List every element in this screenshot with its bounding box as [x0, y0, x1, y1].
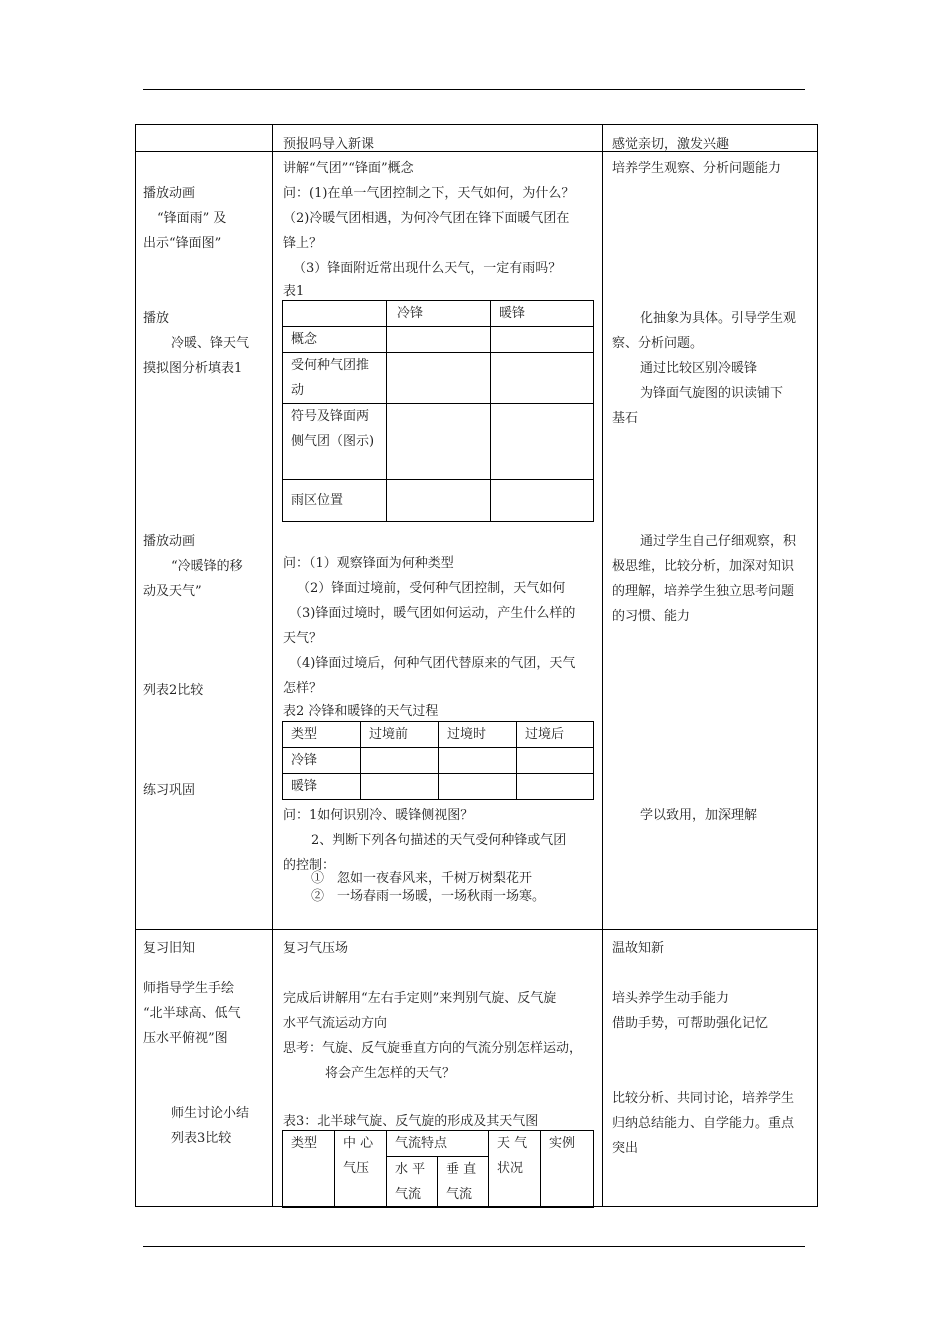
purpose-text: 基石 — [612, 411, 639, 426]
table-row — [283, 774, 594, 800]
teaching-text: 问：（1）观察锋面为何种类型 — [283, 556, 454, 571]
table2-caption: 表2 冷锋和暖锋的天气过程 — [283, 704, 439, 719]
table-cell: 概念 — [283, 327, 387, 353]
table-row — [283, 327, 594, 353]
table-header: 垂 直 气流 — [438, 1157, 489, 1208]
teaching-text: 天气？ — [283, 631, 323, 646]
table-header: 冷锋 — [387, 301, 491, 327]
activity-text: 复习旧知 — [143, 941, 196, 956]
table-cell: 暖锋 — [283, 774, 361, 800]
activity-text: 摸拟图分析填表1 — [143, 361, 243, 376]
table-cell — [387, 404, 491, 480]
header-rule — [143, 89, 805, 90]
table-cell: 符号及锋面两侧气团（图示) — [283, 404, 387, 480]
table1 — [282, 300, 594, 522]
teaching-text: ② 一场春雨一场暖，一场秋雨一场寒。 — [311, 889, 546, 904]
table-top-border — [135, 124, 818, 125]
table-left-border — [135, 124, 136, 1207]
purpose-text: 培头养学生动手能力 — [612, 991, 730, 1006]
table-row — [283, 301, 594, 327]
purpose-text: 通过学生自己仔细观察，积 — [640, 534, 797, 549]
table-header: 过境前 — [361, 722, 439, 748]
teaching-text: 水平气流运动方向 — [283, 1016, 388, 1031]
teaching-text: （2）锋面过境前，受何种气团控制，天气如何 — [297, 581, 566, 596]
lesson-plan-table — [135, 124, 818, 1207]
activity-text: 练习巩固 — [143, 783, 196, 798]
table-cell — [283, 301, 387, 327]
table-row — [283, 404, 594, 480]
teaching-text: （2)冷暖气团相遇，为何冷气团在锋下面暖气团在 — [283, 211, 570, 226]
table-cell — [439, 774, 517, 800]
teaching-text: 完成后讲解用“左右手定则”来判别气旋、反气旋 — [283, 991, 557, 1006]
purpose-text: 培养学生观察、分析问题能力 — [612, 161, 782, 176]
table-header: 过境时 — [439, 722, 517, 748]
teaching-text: 问：1如何识别冷、暖锋侧视图？ — [283, 808, 474, 823]
column-divider-2 — [602, 124, 603, 1207]
table-header: 天 气 状况 — [489, 1131, 541, 1208]
purpose-text: 化抽象为具体。引导学生观 — [640, 311, 797, 326]
purpose-text: 的习惯、能力 — [612, 609, 691, 624]
table-header: 暖锋 — [491, 301, 594, 327]
table-header: 气流特点 — [387, 1131, 489, 1157]
column-divider-1 — [272, 124, 273, 1207]
activity-text: 列表2比较 — [143, 683, 204, 698]
teaching-text: ① 忽如一夜春风来，千树万树梨花开 — [311, 871, 533, 886]
teaching-text: （3)锋面过境时，暖气团如何运动，产生什么样的 — [289, 606, 576, 621]
table-cell — [491, 404, 594, 480]
table-cell — [517, 748, 594, 774]
purpose-text: 的理解，培养学生独立思考问题 — [612, 584, 795, 599]
table-header: 水 平 气流 — [387, 1157, 438, 1208]
table-header: 中 心 气压 — [335, 1131, 387, 1208]
activity-text: 师指导学生手绘 — [143, 981, 235, 996]
purpose-text: 学以致用，加深理解 — [640, 808, 758, 823]
teaching-text: 锋上？ — [283, 236, 323, 251]
table-header: 过境后 — [517, 722, 594, 748]
table-cell: 雨区位置 — [283, 480, 387, 522]
activity-text: 压水平俯视”图 — [143, 1031, 228, 1046]
purpose-text: 比较分析、共同讨论，培养学生 — [612, 1091, 795, 1106]
teaching-text: 怎样？ — [283, 681, 323, 696]
activity-text: 动及天气” — [143, 584, 202, 599]
activity-text: “冷暖锋的移 — [171, 559, 243, 574]
table-cell: 受何种气团推动 — [283, 353, 387, 404]
teaching-text: 2、判断下列各句描述的天气受何种锋或气团 — [311, 833, 567, 848]
purpose-text: 为锋面气旋图的识读铺下 — [640, 386, 784, 401]
activity-text: 出示“锋面图” — [143, 236, 222, 251]
teaching-text: 思考：气旋、反气旋垂直方向的气流分别怎样运动， — [283, 1041, 583, 1056]
table-cell — [387, 480, 491, 522]
teaching-text: （3）锋面附近常出现什么天气，一定有雨吗？ — [293, 261, 562, 276]
table-cell — [387, 353, 491, 404]
activity-text: 冷暖、锋天气 — [171, 336, 250, 351]
purpose-text: 温故知新 — [612, 941, 665, 956]
table-header: 类型 — [283, 722, 361, 748]
table-cell — [491, 480, 594, 522]
table-cell — [517, 774, 594, 800]
purpose-text: 突出 — [612, 1141, 639, 1156]
table-cell — [439, 748, 517, 774]
activity-text: “北半球高、低气 — [143, 1006, 241, 1021]
teaching-text: 将会产生怎样的天气？ — [325, 1066, 456, 1081]
table-row — [283, 480, 594, 522]
table3-caption: 表3：北半球气旋、反气旋的形成及其天气图 — [283, 1114, 539, 1129]
table-row — [283, 748, 594, 774]
purpose-text: 极思维，比较分析，加深对知识 — [612, 559, 795, 574]
teaching-text: 复习气压场 — [283, 941, 349, 956]
table-header: 实例 — [541, 1131, 594, 1208]
table-row — [283, 722, 594, 748]
activity-text: 播放动画 — [143, 534, 196, 549]
table-cell: 冷锋 — [283, 748, 361, 774]
table-cell — [491, 327, 594, 353]
table1-caption: 表1 — [283, 284, 305, 299]
activity-text: 播放动画 — [143, 186, 196, 201]
table-header: 类型 — [283, 1131, 335, 1208]
row-divider-2 — [135, 929, 818, 930]
teaching-text: （4)锋面过境后，何种气团代替原来的气团，天气 — [289, 656, 576, 671]
teaching-text: 讲解“气团”“锋面”概念 — [283, 161, 414, 176]
table-cell — [361, 774, 439, 800]
activity-text: 列表3比较 — [171, 1131, 232, 1146]
table-row — [283, 1131, 594, 1157]
table-row — [283, 353, 594, 404]
purpose-text: 通过比较区别冷暖锋 — [640, 361, 758, 376]
activity-text: 播放 — [143, 311, 170, 326]
footer-rule — [143, 1246, 805, 1247]
table2 — [282, 721, 594, 800]
table-cell — [387, 327, 491, 353]
table-cell — [491, 353, 594, 404]
purpose-text: 察、分析问题。 — [612, 336, 704, 351]
table3 — [282, 1130, 594, 1208]
purpose-text: 借助手势，可帮助强化记忆 — [612, 1016, 769, 1031]
activity-text: 师生讨论小结 — [171, 1106, 250, 1121]
teaching-text: 问：(1)在单一气团控制之下，天气如何，为什么？ — [283, 186, 575, 201]
table-cell — [361, 748, 439, 774]
row1-purpose: 感觉亲切，激发兴趣 — [612, 137, 730, 152]
table-right-border — [817, 124, 818, 1207]
activity-text: “锋面雨” 及 — [157, 211, 227, 226]
purpose-text: 归纳总结能力、自学能力。重点 — [612, 1116, 795, 1131]
teaching-text: 的控制： — [283, 858, 336, 873]
row1-method: 预报吗导入新课 — [283, 137, 375, 152]
